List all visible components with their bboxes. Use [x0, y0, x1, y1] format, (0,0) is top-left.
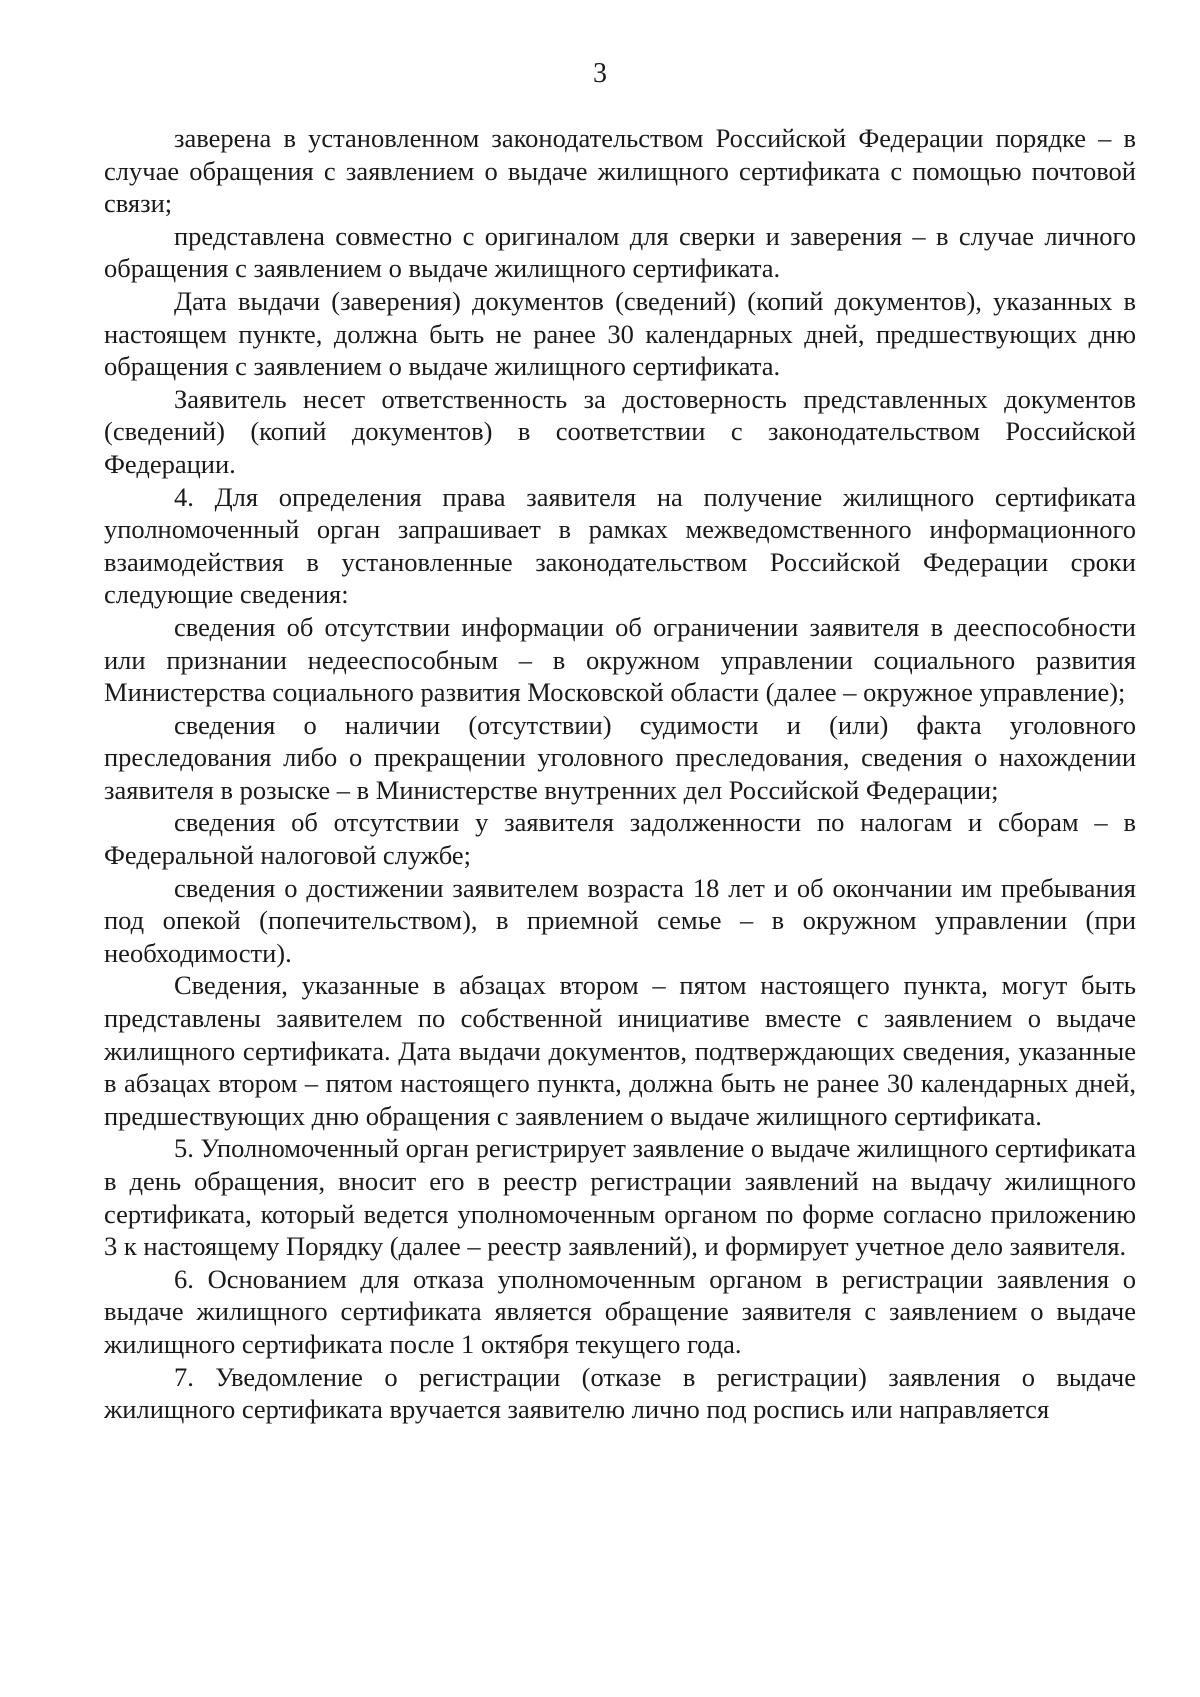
paragraph: 4. Для определения права заявителя на получение жилищного сертификата уполномоченный орган запрашивает в рамках межведомственного информационного взаимодействия в установленные законодательством Российской Федерации сроки следующие сведения: — [104, 481, 1136, 610]
paragraph: 6. Основанием для отказа уполномоченным органом в регистрации заявления о выдаче жилищного сертификата является обращение заявителя с заявлением о выдаче жилищного сертификата после 1 октября текущего года. — [104, 1263, 1136, 1359]
page-number: 3 — [593, 58, 607, 89]
paragraph: Сведения, указанные в абзацах втором – пятом настоящего пункта, могут быть представлены заявителем по собственной инициативе вместе с заявлением о выдаче жилищного сертификата. Дата выдачи документов, подтверждающих сведения, указанные в абзацах втором – пятом настоящего пункта, должна быть не ранее 30 календарных дней, предшествующих дню обращения с заявлением о выдаче жилищного сертификата. — [104, 970, 1136, 1131]
paragraph: Дата выдачи (заверения) документов (сведений) (копий документов), указанных в настоящем пункте, должна быть не ранее 30 календарных дней, предшествующих дню обращения с заявлением о выдаче жилищного сертификата. — [104, 285, 1136, 382]
paragraph: представлена совместно с оригиналом для сверки и заверения – в случае личного обращения с заявлением о выдаче жилищного сертификата. — [104, 220, 1136, 284]
paragraph: Заявитель несет ответственность за достоверность представленных документов (сведений) (копий документов) в соответствии с законодательством Российской Федерации. — [104, 383, 1136, 479]
document-body — [104, 122, 1136, 1426]
paragraph: сведения об отсутствии у заявителя задолженности по налогам и сборам – в Федеральной налоговой службе; — [104, 807, 1136, 871]
paragraph: сведения о достижении заявителем возраста 18 лет и об окончании им пребывания под опекой (попечительством), в приемной семье – в окружном управлении (при необходимости). — [104, 872, 1136, 968]
paragraph: заверена в установленном законодательством Российской Федерации порядке – в случае обращения с заявлением о выдаче жилищного сертификата с помощью почтовой связи; — [104, 123, 1136, 219]
paragraph: сведения об отсутствии информации об ограничении заявителя в дееспособности или признании недееспособным – в окружном управлении социального развития Министерства социального развития Московской области (далее – окружное управление); — [104, 611, 1136, 708]
paragraph: 5. Уполномоченный орган регистрирует заявление о выдаче жилищного сертификата в день обращения, вносит его в реестр регистрации заявлений на выдачу жилищного сертификата, который ведется уполномоченным органом по форме согласно приложению 3 к настоящему Порядку (далее – реестр заявлений), и формирует учетное дело заявителя. — [104, 1133, 1136, 1262]
paragraph: сведения о наличии (отсутствии) судимости и (или) факта уголовного преследования либо о прекращении уголовного преследования, сведения о нахождении заявителя в розыске – в Министерстве внутренних дел Российской Федерации; — [104, 709, 1136, 805]
paragraph: 7. Уведомление о регистрации (отказе в регистрации) заявления о выдаче жилищного сертификата вручается заявителю лично под роспись или направляется — [104, 1361, 1136, 1425]
